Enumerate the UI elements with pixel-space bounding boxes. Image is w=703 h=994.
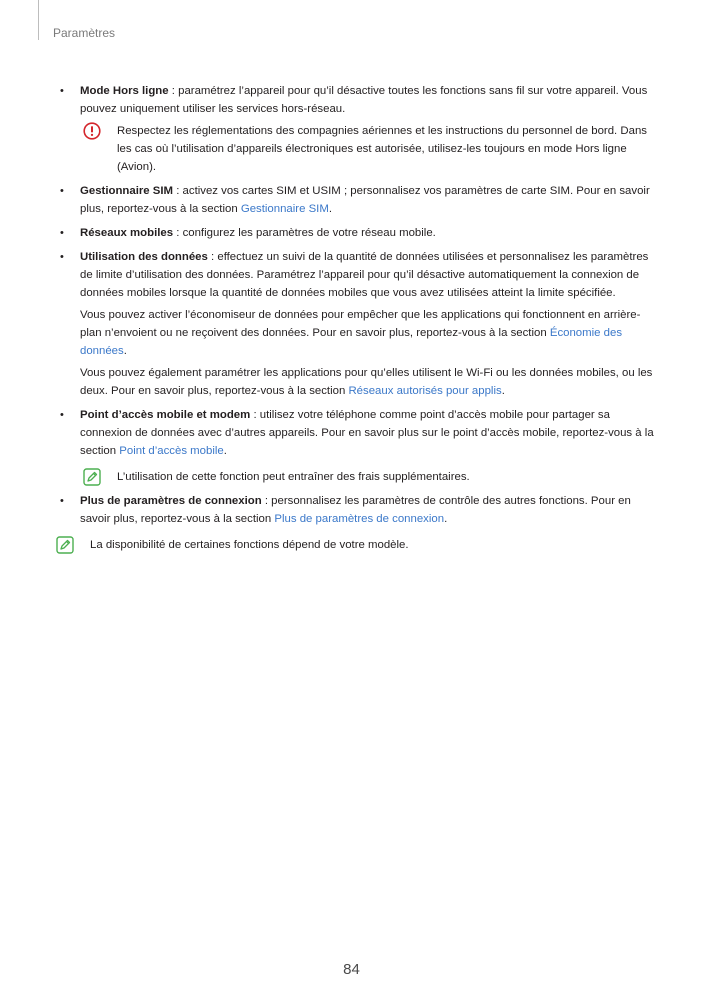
bullet: • [60,251,64,263]
link-reseaux-autorises[interactable]: Réseaux autorisés pour applis [348,385,502,397]
note-text: L’utilisation de cette fonction peut entraîner des frais supplémentaires. [117,471,470,483]
link-gestionnaire-sim[interactable]: Gestionnaire SIM [240,203,329,215]
list-item-mode-hors-ligne [56,82,656,176]
bullet: • [60,85,64,97]
caution-text: Respectez les réglementations des compagnies aériennes et les instructions du personnel de bord. Dans les cas où l’utilisation d’appareils électroniques est autorisée, utilisez-les toujours en mode Hors ligne (Avion). [117,125,647,173]
term-utilisation-donnees: Utilisation des données [80,251,208,263]
list-item-gestionnaire-sim [56,182,656,218]
bullet: • [60,495,64,507]
description: : paramétrez l’appareil pour qu’il désactive toutes les fonctions sans fil sur votre appareil. Vous pouvez uniquement utiliser les services hors-réseau. [80,85,648,115]
link-plus-parametres[interactable]: Plus de paramètres de connexion [274,513,445,525]
link-point-acces[interactable]: Point d’accès mobile [119,445,224,457]
bullet: • [60,185,64,197]
punctuation: . [123,345,127,357]
main-content [56,82,656,554]
list-item-plus-parametres [56,492,656,528]
description: : personnalisez les paramètres de contrôle des autres fonctions. Pour en savoir plus, reportez-vous à la section [80,495,631,525]
caution-icon [83,122,101,140]
link-economie-donnees[interactable]: Économie des données [80,327,623,357]
punctuation: . [328,203,332,215]
paragraph-text: Vous pouvez également paramétrer les applications pour qu’elles utilisent le Wi-Fi ou les données mobiles, ou les deux. Pour en savoir plus, reportez-vous à la section [80,367,653,397]
paragraph-text: Vous pouvez activer l’économiseur de données pour empêcher que les applications qui fonctionnent en arrière-plan n’envoient ou ne reçoivent des données. Pour en savoir plus, reportez-vous à la section [80,309,641,339]
availability-note-text: La disponibilité de certaines fonctions dépend de votre modèle. [90,539,409,551]
bullet: • [60,409,64,421]
list-item-point-acces [56,406,656,486]
note-pencil-icon [83,468,101,486]
term-reseaux-mobiles: Réseaux mobiles [80,227,174,239]
description: : utilisez votre téléphone comme point d’accès mobile pour partager sa connexion de données avec d’autres appareils. Pour en savoir plus sur le point d’accès mobile, reportez-vous à la section [80,409,654,457]
term-plus-parametres: Plus de paramètres de connexion [80,495,262,507]
bullet: • [60,227,64,239]
list-item-utilisation-donnees [56,248,656,400]
punctuation: . [444,513,448,525]
list-item-reseaux-mobiles [56,224,656,242]
note-pencil-icon [56,536,74,554]
caution-note [80,122,656,176]
page-header-title: Paramètres [53,26,116,40]
term-gestionnaire-sim: Gestionnaire SIM [80,185,174,197]
term-point-acces: Point d’accès mobile et modem [80,409,251,421]
punctuation: . [501,385,505,397]
paragraph-economiseur [80,306,656,360]
description: : activez vos cartes SIM et USIM ; personnalisez vos paramètres de carte SIM. Pour en savoir plus, reportez-vous à la section [80,185,650,215]
term-mode-hors-ligne: Mode Hors ligne [80,85,169,97]
availability-note [56,536,656,554]
description: : effectuez un suivi de la quantité de données utilisées et personnalisez les paramètres de limite d’utilisation des données. Paramétrez l’appareil pour qu’il désactive automatiquement la connexion de données mobiles lorsque la quantité de données mobiles que vous avez utilisées atteint la limite spécifiée. [80,251,649,299]
page-number: 84 [343,961,360,978]
header-divider [38,0,39,40]
info-note [80,468,656,486]
description: : configurez les paramètres de votre réseau mobile. [173,227,436,239]
paragraph-reseaux-autorises [80,364,656,400]
punctuation: . [223,445,227,457]
